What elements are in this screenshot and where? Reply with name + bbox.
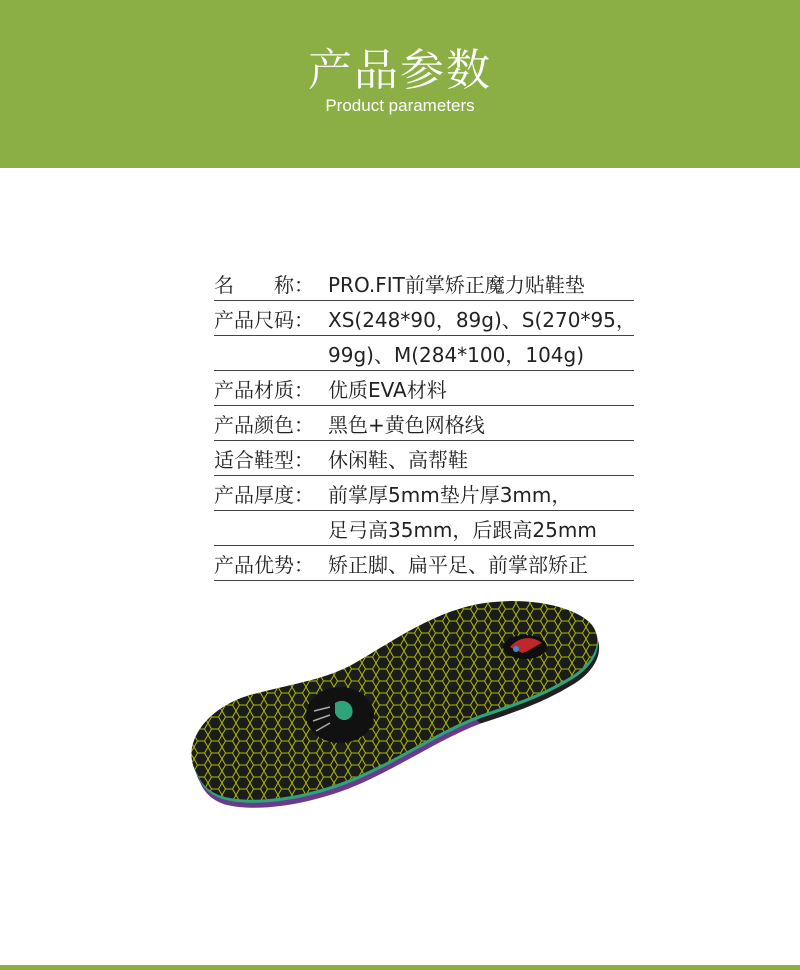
param-value-size-line2: 99g)、M(284*100，104g) [328,342,585,367]
param-row-size-cont [214,336,634,371]
param-row-name [214,266,634,301]
param-label-size: 产品尺码： [214,307,314,332]
page-subtitle: Product parameters [325,96,475,115]
param-row-thickness-cont [214,511,634,546]
param-value-thickness-line1: 前掌厚5mm垫片厚3mm， [328,482,572,507]
param-label-color: 产品颜色： [214,412,314,437]
param-row-advantage [214,546,634,581]
footer-divider [0,965,800,970]
param-value-name: PRO.FIT前掌矫正魔力贴鞋垫 [328,272,585,297]
param-label-material: 产品材质： [214,377,314,402]
param-row-material [214,371,634,406]
param-value-advantage: 矫正脚、扁平足、前掌部矫正 [328,552,588,577]
param-row-thickness [214,476,634,511]
param-label-name [214,269,328,298]
page-title: 产品参数 [308,45,492,96]
product-image-insole [180,585,620,820]
param-value-material: 优质EVA材料 [328,377,447,402]
param-label-thickness: 产品厚度： [214,482,314,507]
param-label-shoe-type: 适合鞋型： [214,447,314,472]
param-label-name-part1: 名 [214,272,234,297]
insole-illustration [180,585,620,820]
parameters-table [214,266,634,581]
param-value-shoe-type: 休闲鞋、高帮鞋 [328,447,468,472]
param-label-name-part2: 称： [274,272,314,297]
header-banner [0,0,800,168]
param-label-advantage: 产品优势： [214,552,314,577]
param-value-color: 黑色+黄色网格线 [328,412,485,437]
param-value-thickness-line2: 足弓高35mm，后跟高25mm [328,517,597,542]
param-value-size-line1: XS(248*90，89g)、S(270*95， [328,307,636,332]
param-row-color [214,406,634,441]
param-row-size [214,301,634,336]
param-row-shoe-type [214,441,634,476]
